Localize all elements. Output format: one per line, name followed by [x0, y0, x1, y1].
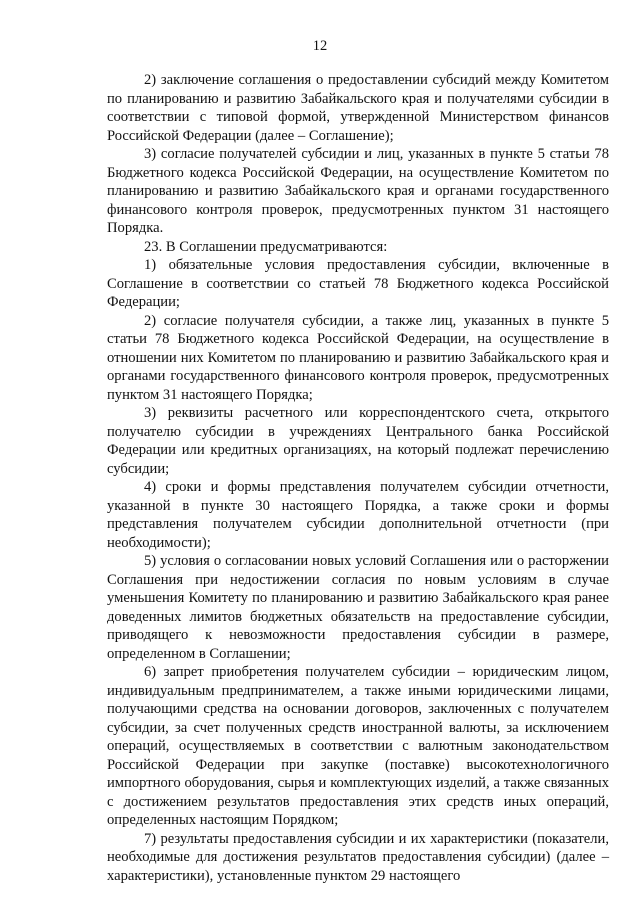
paragraph-section-23-heading: 23. В Соглашении предусматриваются:: [144, 238, 388, 255]
paragraph-agreement-amendment: 5) условия о согласовании новых условий Соглашения или о расторжении Соглашения при недостижении согласия по новым условиям в случае уменьшения Комитету по планированию и развитию Забайкальского края ранее доведенных лимитов бюджетных обязательств на предоставление субсидии, приводящего к невозможности предоставления субсидии в размере, определенном в Соглашении;: [107, 553, 609, 662]
paragraph-recipient-consent: 2) согласие получателя субсидии, а также лиц, указанных в пункте 5 статьи 78 Бюджетного кодекса Российской Федерации, на осуществление в отношении них Комитетом по планированию и развитию Забайкальского края и органами государственного финансового контроля проверок, предусмотренных пунктом 31 настоящего Порядка;: [107, 312, 609, 403]
paragraph-currency-prohibition: 6) запрет приобретения получателем субсидии – юридическим лицом, индивидуальным предпринимателем, а также иными юридическими лицами, получающими средства на основании договоров, заключенных с получателем субсидии, за счет полученных средств иностранной валюты, за исключением операций, осуществляемых в соответствии с валютным законодательством Российской Федерации при закупке (поставке) высокотехнологичного импортного оборудования, сырья и комплектующих изделий, а также связанных с достижением результатов предоставления этих средств иных операций, определенных настоящим Порядком;: [107, 664, 609, 828]
paragraph-agreement-conclusion: 2) заключение соглашения о предоставлении субсидий между Комитетом по планированию и развитию Забайкальского края и получателями субсидии в соответствии с типовой формой, утвержденной Министерством финансов Российской Федерации (далее – Соглашение);: [107, 72, 609, 144]
page-number: 12: [312, 38, 328, 54]
paragraph-bank-details: 3) реквизиты расчетного или корреспондентского счета, открытого получателю субсидии в учреждениях Центрального банка Российской Федерации или кредитных организациях, на который подлежат перечислению субсидии;: [107, 405, 609, 477]
paragraph-mandatory-conditions: 1) обязательные условия предоставления субсидии, включенные в Соглашение в соответствии со статьей 78 Бюджетного кодекса Российской Федерации;: [107, 257, 609, 310]
paragraph-consent-to-inspections: 3) согласие получателей субсидии и лиц, указанных в пункте 5 статьи 78 Бюджетного кодекса Российской Федерации, на осуществление Комитетом по планированию и развитию Забайкальского края и органами государственного финансового контроля проверок, предусмотренных пунктом 31 настоящего Порядка.: [107, 146, 609, 236]
paragraph-reporting-terms: 4) сроки и формы представления получателем субсидии отчетности, указанной в пункте 30 настоящего Порядка, а также сроки и формы представления получателем субсидии дополнительной отчетности (при необходимости);: [107, 479, 609, 551]
paragraph-subsidy-results: 7) результаты предоставления субсидии и их характеристики (показатели, необходимые для достижения результатов предоставления субсидии) (далее – характеристики), установленные пунктом 29 настоящего: [107, 830, 609, 884]
document-body: [107, 71, 609, 885]
